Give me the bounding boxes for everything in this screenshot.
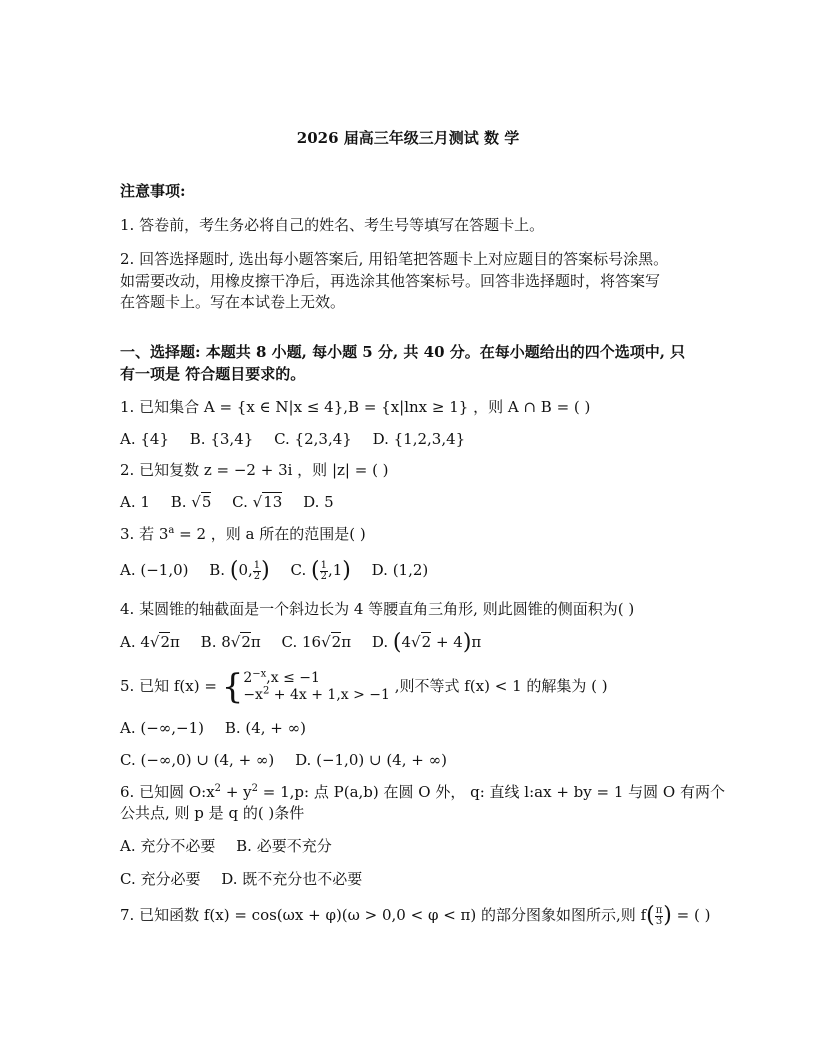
option-d: D. (1,2)	[371, 561, 429, 579]
question-3-options	[120, 560, 444, 582]
exponent: a	[168, 525, 175, 536]
case-base: 2	[243, 670, 253, 686]
numerator: π	[655, 904, 663, 916]
fraction	[320, 561, 328, 582]
question-3-stem	[120, 524, 366, 544]
question-6-stem-line-2: 公共点, 则 p 是 q 的( )条件	[120, 804, 305, 822]
stem-text: = 1,p: 点 P(a,b) 在圆 O 外， q: 直线 l:ax + by = 1 与圆 O 有两个	[258, 783, 725, 801]
stem-text: = 2 ，则 a 所在的范围是( )	[174, 525, 366, 543]
notice-item-1: 1. 答卷前，考生务必将自己的姓名、考生号等填写在答题卡上。	[120, 216, 545, 234]
option-b: B. √5	[170, 493, 212, 511]
option-c: C. √13	[232, 493, 283, 511]
option-text: + 4	[435, 633, 463, 651]
stem-text: = ( )	[671, 906, 711, 924]
option-c: C. {2,3,4}	[274, 430, 352, 448]
denominator: 2	[320, 570, 327, 582]
radicand: 2	[421, 633, 432, 651]
radicand: 5	[201, 493, 212, 511]
option-text: B. 8	[200, 633, 231, 651]
question-5-stem	[120, 667, 608, 707]
option-a: A. {4}	[120, 430, 169, 448]
radicand: 13	[263, 493, 283, 511]
option-label: D.	[371, 633, 389, 651]
question-6-options-row-2	[120, 869, 378, 889]
question-2-stem: 2. 已知复数 z = −2 + 3i ，则 |z| = ( )	[120, 461, 389, 479]
pi-symbol: π	[170, 633, 180, 651]
case-condition: + 4x + 1,x > −1	[269, 687, 390, 703]
question-5-options-row-2	[120, 750, 463, 770]
option-b: B. {3,4}	[189, 430, 254, 448]
exponent: 2	[214, 783, 222, 794]
option-label: B.	[170, 493, 187, 511]
question-6-stem-line-1	[120, 782, 725, 802]
option-a: A. (−∞,−1)	[120, 719, 205, 737]
section-heading-line-1: 一、选择题: 本题共 8 小题, 每小题 5 分, 共 40 分。在每小题给出的四个选项中, 只	[120, 343, 686, 361]
question-6-options-row-1	[120, 836, 348, 856]
stem-text: 5. 已知 f(x) =	[120, 677, 217, 695]
stem-text: 6. 已知圆 O:x	[120, 783, 215, 801]
stem-text: ,则不等式 f(x) < 1 的解集为 ( )	[394, 677, 608, 695]
option-text: A. 4	[120, 633, 150, 651]
option-a: A. 充分不必要	[120, 837, 216, 855]
question-4-stem: 4. 某圆锥的轴截面是一个斜边长为 4 等腰直角三角形, 则此圆锥的侧面积为( )	[120, 600, 635, 618]
question-4-options	[120, 632, 497, 653]
option-b: B. 8√2π	[200, 633, 261, 651]
piecewise-function: { $2^{-x},x \le -1$ $-x^2 + 4x + 1,x > -1$	[221, 667, 390, 707]
option-b: B. 必要不充分	[236, 837, 332, 855]
notice-heading: 注意事项:	[120, 182, 186, 200]
pi-symbol: π	[341, 633, 352, 651]
exponent: 2	[251, 783, 259, 794]
denominator: 3	[655, 915, 663, 927]
option-a: A. 1	[120, 493, 150, 511]
page-title: 2026 届高三年级三月测试 数 学	[296, 129, 520, 147]
notice-item-2-line-2: 如需要改动，用橡皮擦干净后，再选涂其他答案标号。回答非选择题时，将答案写	[120, 272, 661, 290]
question-5-options-row-1	[120, 718, 322, 738]
pi-symbol: π	[471, 633, 482, 651]
option-c: C. 16√2π	[281, 633, 352, 651]
option-d: D. (−1,0) ∪ (4, + ∞)	[295, 751, 447, 769]
question-1-options	[120, 429, 481, 449]
question-1-stem: 1. 已知集合 A = {x ∈ N|x ≤ 4},B = {x|lnx ≥ 1} ，则 A ∩ B = ( )	[120, 398, 591, 416]
option-text: C. 16	[281, 633, 322, 651]
stem-text: 7. 已知函数 f(x) = cos(ωx + φ)(ω > 0,0 < φ < π) 的部分图象如图所示,则 f	[120, 906, 647, 924]
case-condition: ,x ≤ −1	[266, 670, 320, 686]
option-d: D. {1,2,3,4}	[372, 430, 466, 448]
numerator: 1	[253, 559, 261, 571]
stem-text: 3. 若 3	[120, 525, 169, 543]
radicand: 2	[241, 633, 251, 651]
interval-right: ,1	[327, 561, 343, 579]
stem-text: + y	[221, 783, 252, 801]
option-a: A. 4√2π	[120, 633, 180, 651]
interval-left: 0,	[238, 561, 253, 579]
option-c: C. 充分必要	[120, 870, 201, 888]
case-2	[243, 687, 390, 704]
option-d: D. 5	[303, 493, 334, 511]
numerator: 1	[320, 559, 327, 571]
denominator: 2	[253, 570, 261, 582]
option-a: A. (−1,0)	[120, 561, 189, 579]
notice-item-2-line-3: 在答题卡上。写在本试卷上无效。	[120, 293, 346, 311]
fraction	[655, 906, 664, 927]
question-7-stem: 7. 已知函数 f(x) = cos(ωx + φ)(ω > 0,0 < φ < π) 的部分图象如图所示,则 f( $\frac{\pi}{3}$ ) = ( )	[120, 903, 711, 928]
option-b: B. (0, $\frac{1}{2}$ )	[209, 558, 270, 583]
option-d: D. 既不充分也不必要	[221, 870, 363, 888]
exponent: 2	[262, 685, 270, 697]
option-label: B.	[209, 561, 226, 579]
option-c: C. (−∞,0) ∪ (4, + ∞)	[120, 751, 275, 769]
option-text: 4	[401, 633, 412, 651]
option-label: C.	[290, 561, 307, 579]
option-c: C. ( $\frac{1}{2}$ ,1)	[290, 558, 351, 583]
option-b: B. (4, + ∞)	[224, 719, 306, 737]
fraction	[253, 561, 261, 582]
radicand: 2	[160, 633, 171, 651]
question-2-options	[120, 492, 350, 512]
option-label: C.	[232, 493, 248, 511]
radicand: 2	[331, 633, 342, 651]
notice-item-2-line-1: 2. 回答选择题时, 选出每小题答案后, 用铅笔把答题卡上对应题目的答案标号涂黑。	[120, 250, 669, 268]
case-base: −x	[243, 687, 263, 703]
exponent: −x	[252, 668, 267, 680]
pi-symbol: π	[250, 633, 261, 651]
section-heading-line-2: 有一项是 符合题目要求的。	[120, 365, 306, 383]
option-d: D. (4√2 + 4)π	[371, 630, 482, 655]
